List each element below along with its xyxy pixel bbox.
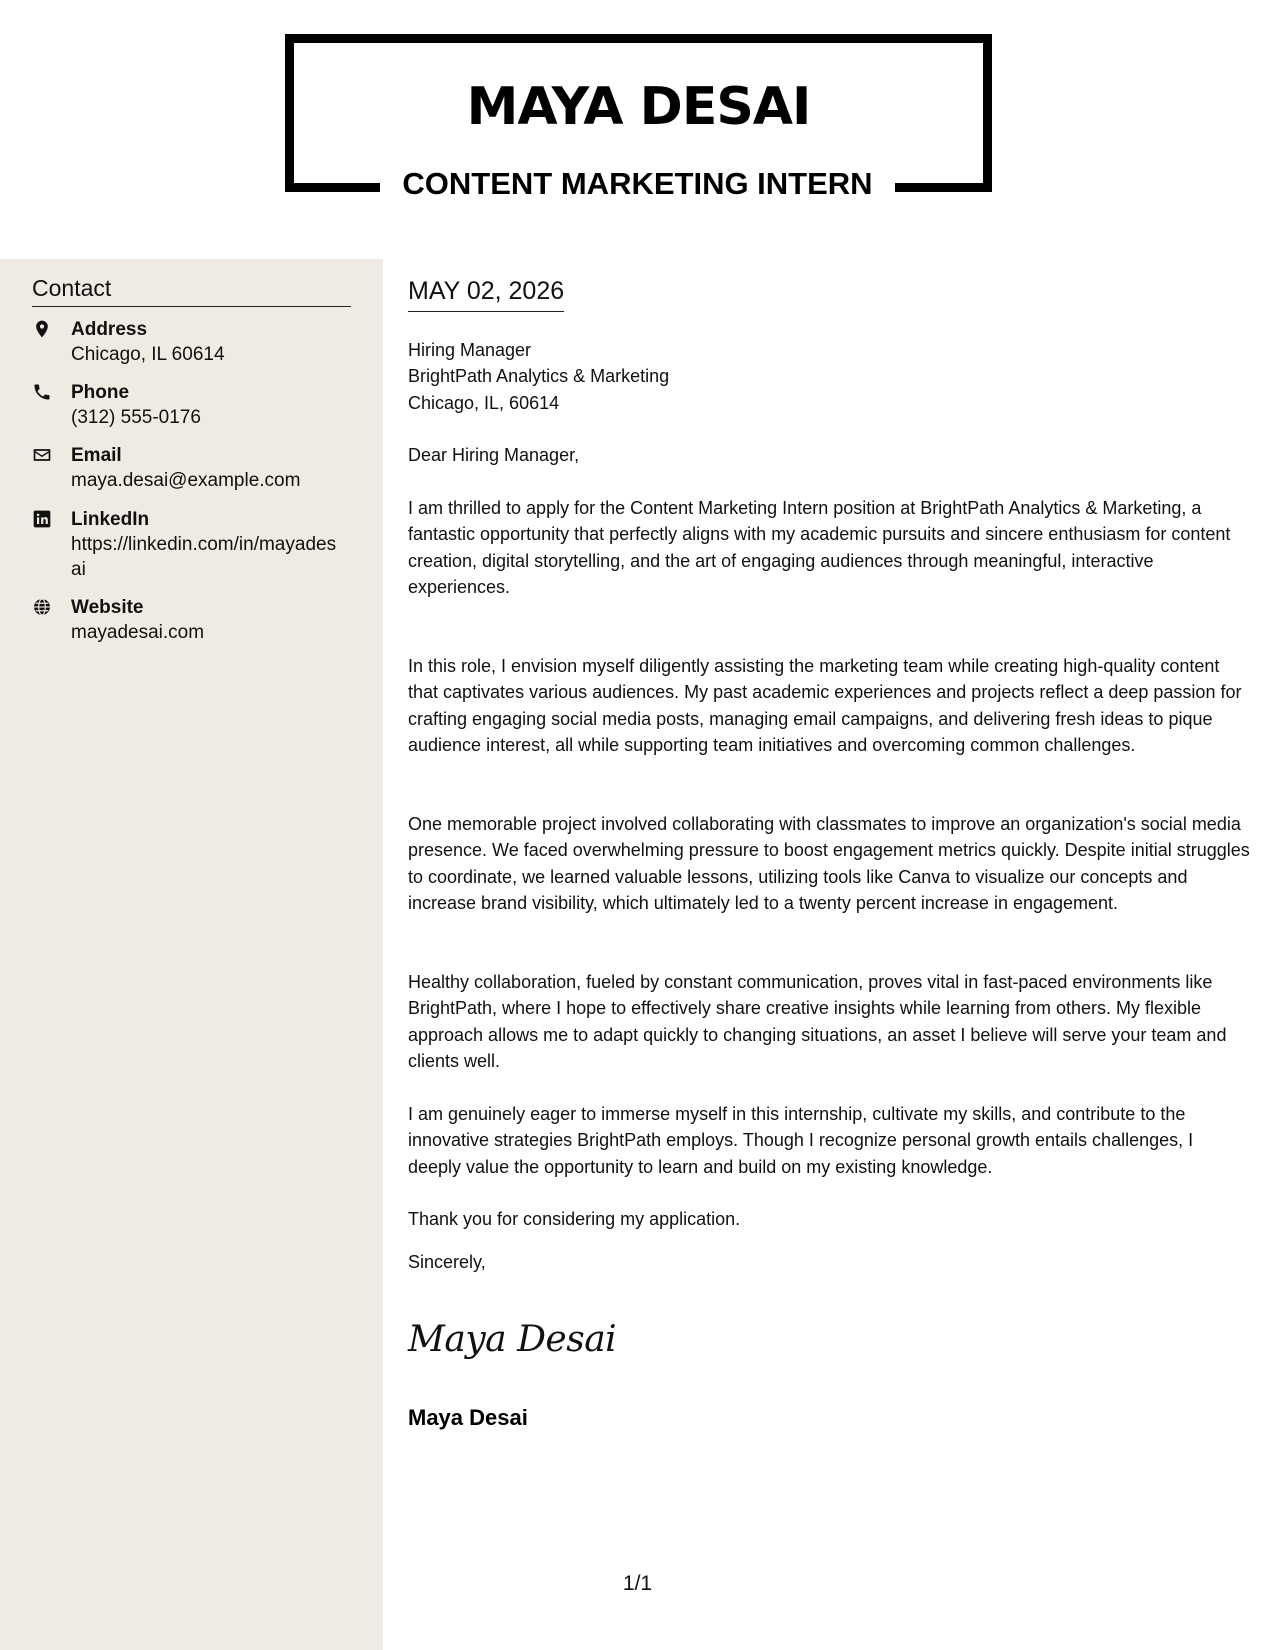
contact-value: https://linkedin.com/in/mayadesai (71, 534, 337, 580)
linkedin-icon (32, 509, 54, 531)
header (0, 0, 1275, 250)
paragraph: One memorable project involved collaborating with classmates to improve an organization's social media presence. We faced overwhelming pressure to boost engagement metrics quickly. Despite initial struggles to coordinate, we learned valuable lessons, utilizing tools like Canva to visualize our concepts and increase brand visibility, which ultimately led to a twenty percent increase in engagement. (408, 814, 1250, 914)
paragraph: Healthy collaboration, fueled by constant communication, proves vital in fast-paced environments like BrightPath, where I hope to effectively share creative insights while learning from others. My flexible approach allows me to adapt quickly to changing situations, an asset I believe will serve your team and clients well. (408, 972, 1227, 1072)
phone-icon (32, 382, 54, 404)
envelope-icon (32, 445, 54, 467)
paragraph: In this role, I envision myself diligently assisting the marketing team while creating high-quality content that captivates various audiences. My past academic experiences and projects reflect a deep passion for crafting engaging social media posts, managing email campaigns, and delivering fresh ideas to pique audience interest, all while supporting team initiatives and overcoming common challenges. (408, 656, 1242, 756)
contact-value: Chicago, IL 60614 (71, 344, 225, 365)
header-frame-bottom-left (285, 183, 380, 192)
map-pin-icon (32, 319, 54, 341)
paragraph: Thank you for considering my application. (408, 1209, 741, 1229)
recipient-block (408, 337, 669, 416)
letter-date: MAY 02, 2026 (408, 275, 564, 312)
salutation: Dear Hiring Manager, (408, 445, 580, 465)
recipient-company: BrightPath Analytics & Marketing (408, 366, 670, 387)
applicant-name: MAYA DESAI (466, 77, 811, 137)
page-number: 1/1 (622, 1572, 653, 1595)
contact-value: mayadesai.com (71, 622, 205, 643)
header-frame-top (285, 34, 992, 43)
contact-label: Email (71, 445, 122, 466)
job-title: CONTENT MARKETING INTERN (402, 166, 873, 201)
recipient-title: Hiring Manager (408, 340, 532, 360)
recipient-address: Chicago, IL, 60614 (408, 392, 560, 413)
signer-name: Maya Desai (408, 1405, 528, 1430)
globe-icon (32, 597, 54, 619)
paragraph: I am thrilled to apply for the Content Marketing Intern position at BrightPath Analytics & Marketing, a fantastic opportunity that perfectly aligns with my academic pursuits and sincere enthusiasm for content creation, digital storytelling, and the art of engaging audiences through meaningful, interactive experiences. (408, 498, 1231, 598)
contact-label: Website (71, 597, 144, 618)
contact-label: LinkedIn (71, 509, 150, 530)
closing: Sincerely, (408, 1252, 486, 1272)
contact-value: maya.desai@example.com (71, 470, 301, 491)
contact-label: Phone (71, 382, 130, 403)
header-frame-bottom-right (895, 183, 992, 192)
handwritten-signature: Maya Desai (408, 1319, 617, 1360)
contact-heading: Contact (32, 273, 351, 307)
contact-value: (312) 555-0176 (71, 407, 201, 428)
contact-sidebar (0, 259, 383, 1650)
contact-label: Address (71, 319, 148, 340)
paragraph: I am genuinely eager to immerse myself in this internship, cultivate my skills, and contribute to the innovative strategies BrightPath employs. Though I recognize personal growth entails challenges, I deeply value the opportunity to learn and build on my existing knowledge. (408, 1104, 1194, 1177)
